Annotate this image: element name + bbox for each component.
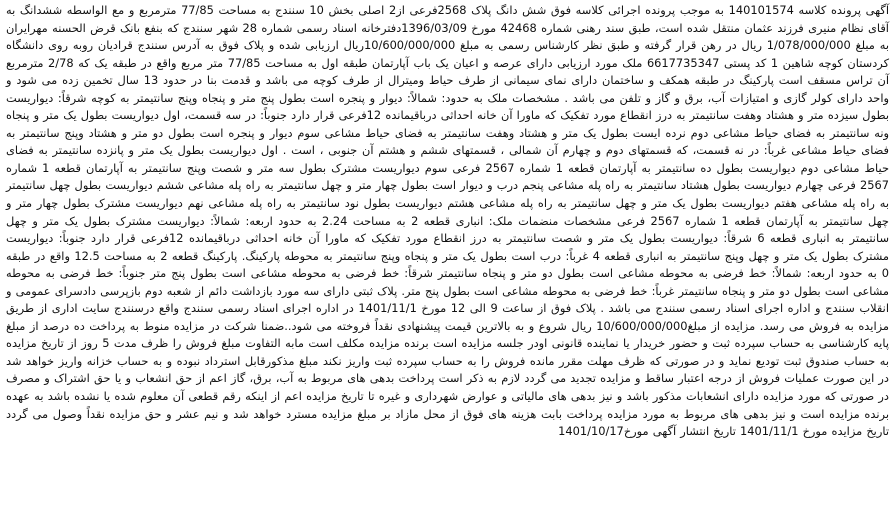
auction-notice-text: آگهی پرونده کلاسه 140101574 به موجب پرونده اجرائی کلاسه فوق شش دانگ پلاک 2568فرعی از2 اصلی بخش 10 سنندج به مساحت 77/85 مترمربع و مع الواسطه ششدانگ به آقای نظام منیری فرزند عثمان منتقل شده است، طبق سند رهنی شماره 42468 مورخ 1396/03/09دفترخانه اسناد رسمی شماره 28 شهر سنندج که بنفع بانک قرض الحسنه مهرایران به مبلغ 1/078/000/000 ریال در رهن قرار گرفته و طبق نظر کارشناس رسمی به مبلغ 10/600/000/000ریال ارزیابی شده و پلاک فوق به آدرس سنندج قرادیان روبه روی دانشگاه کردستان کوچه شاهین 1 کد پستی 6617735347 ملک مورد ارزیابی دارای عرصه و اعیان یک باب آپارتمان طبقه اول به مساحت 77/85 متر مربع واقع در طبقه یک که 2/78 مترمربع آن تراس مسقف است پارکینگ در طبقه همکف و ساختمان دارای نمای سیمانی از طرف حیاط ومیترال از طرف کوچه می باشد و قدمت بنا در حدود 13 سال تخمین زده می شود و واحد دارای کولر گازی و امتیازات آب، برق و گاز و تلفن می باشد . مشخصات ملک به حدود: شمالاً: دیوار و پنجره است بطول پنج متر و پنجاه وپنج سانتیمتر به کوچه شرقاً: دیواریست بطول سیزده متر و هشتاد وهفت سانتیمتر به درز انقطاع مورد تفکیک که ماورا آن خانه احداثی درباقیمانده 12فرعی قرار دارد جنوباً: در سه قسمت، اول دیواریست بطول یک متر و پنجاه ونه سانتیمتر به فضای حیاط مشاعی دوم نرده ایست بطول یک متر و هشتاد وهفت سانتیمتر به فضای حیاط مشاعی سوم دیوار و پنجره است بطول دو متر و هشتاد وپنج سانتیمتر به فضای حیاط مشاعی غرباً: در نه قسمت، که قسمتهای دوم و چهارم آن شمالی ، قسمتهای ششم و هشتم آن جنوبی ، است . اول دیواریست بطول یک متر و پانزده سانتیمتر به فضای حیاط مشاعی دوم دیواریست بطول ده سانتیمتر به آپارتمان قطعه 1 شماره 2567 فرعی سوم دیواریست مشترک بطول سه متر و شصت وپنج سانتیمتر به آپارتمان قطعه 1 شماره 2567 فرعی چهارم دیواریست بطول هشتاد سانتیمتر به راه پله مشاعی پنجم درب و دیوار است بطول چهار متر و چهل سانتیمتر به راه پله مشاعی ششم دیواریست بطول چهل سانتیمتر به راه پله مشاعی هفتم دیواریست بطول یک متر و چهل سانتیمتر به راه پله مشاعی هشتم دیواریست بطول نود سانتیمتر به راه پله مشاعی نهم دیواریست مشترک بطول چهار متر و چهل سانتیمتر به آپارتمان قطعه 1 شماره 2567 فرعی مشخصات منضمات ملک: انباری قطعه 2 به مساحت 2.24 به حدود اربعه: شمالاً: دیواریست مشترک بطول یک متر و چهل سانتیمتر به انباری قطعه 6 شرقاً: دیواریست بطول یک متر و شصت سانتیمتر به درز انقطاع مورد تفکیک که ماورا آن خانه احداثی درباقیمانده 12فرعی قرار دارد جنوباً: دیواریست مشترک بطول یک متر و چهل وپنج سانتیمتر به انباری قطعه 4 غرباً: درب است بطول یک متر و پنجاه وپنج سانتیمتر به محوطه پارکینگ. پارکینگ قطعه 2 به مساحت 12.5 واقع در طبقه 0 به حدود اربعه: شمالاً: خط فرضی به محوطه مشاعی است بطول دو متر و پنجاه سانتیمتر شرقاً: خط فرضی به محوطه مشاعی است بطول پنج متر جنوباً: خط فرضی به محوطه مشاعی است بطول دو متر و پنجاه سانتیمتر غرباً: خط فرضی به محوطه مشاعی است بطول پنج متر. پلاک ثبتی دارای سه مورد بازداشت دائم از شعبه دوم بازپرسی دادسرای عمومی و انقلاب سنندج و اداره اجرای اسناد رسمی سنندج می باشد . پلاک فوق از ساعت 9 الی 12 مورخ 1401/11/1 در اداره اجرای اسناد رسمی سنندج واقع درسنندج سایت اداری از طریق مزایده به فروش می رسد. مزایده از مبلغ10/600/000/000 ریال شروع و به بالاترین قیمت پیشنهادی نقداً فروخته می شود..ضمنا شرکت در مزایده منوط به پرداخت ده درصد از مبلغ پایه کارشناسی به حساب سپرده ثبت و حضور خریدار یا نماینده قانونی اودر جلسه مزایده است برنده مزایده مکلف است مابه التفاوت مبلغ فروش را ظرف مدت 5 روز از تاریخ مزایده به حساب صندوق ثبت تودیع نماید و در صورتی که ظرف مهلت مقرر مانده فروش را به حساب سپرده ثبت واریز نکند مبلغ مذکورقابل استرداد نبوده و به حساب خزانه واریز خواهد شد در این صورت عملیات فروش از درجه اعتبار ساقط و مزایده تجدید می گردد لازم به ذکر است پرداخت بدهی های مربوط به آب، برق، گاز اعم از حق انشعاب و یا حق اشتراک و مصرف در صورتی که مورد مزایده دارای انشعابات مذکور باشد و نیز بدهی های مالیاتی و عوارض شهرداری و غیره تا تاریخ مزایده اعم از اینکه رقم قطعی آن معلوم شده یا نشده باشد به عهده برنده مزایده است و نیز بدهی های مربوط به مورد مزایده پرداخت بابت هزینه های فوق از محل مازاد بر مبلغ مزایده مسترد خواهد شد و نیم عشر و حق مزایده نقداً وصول می گردد تاریخ مزایده مورخ 1401/11/1 تاریخ انتشار آگهی مورخ1401/10/17	[6, 3, 890, 439]
